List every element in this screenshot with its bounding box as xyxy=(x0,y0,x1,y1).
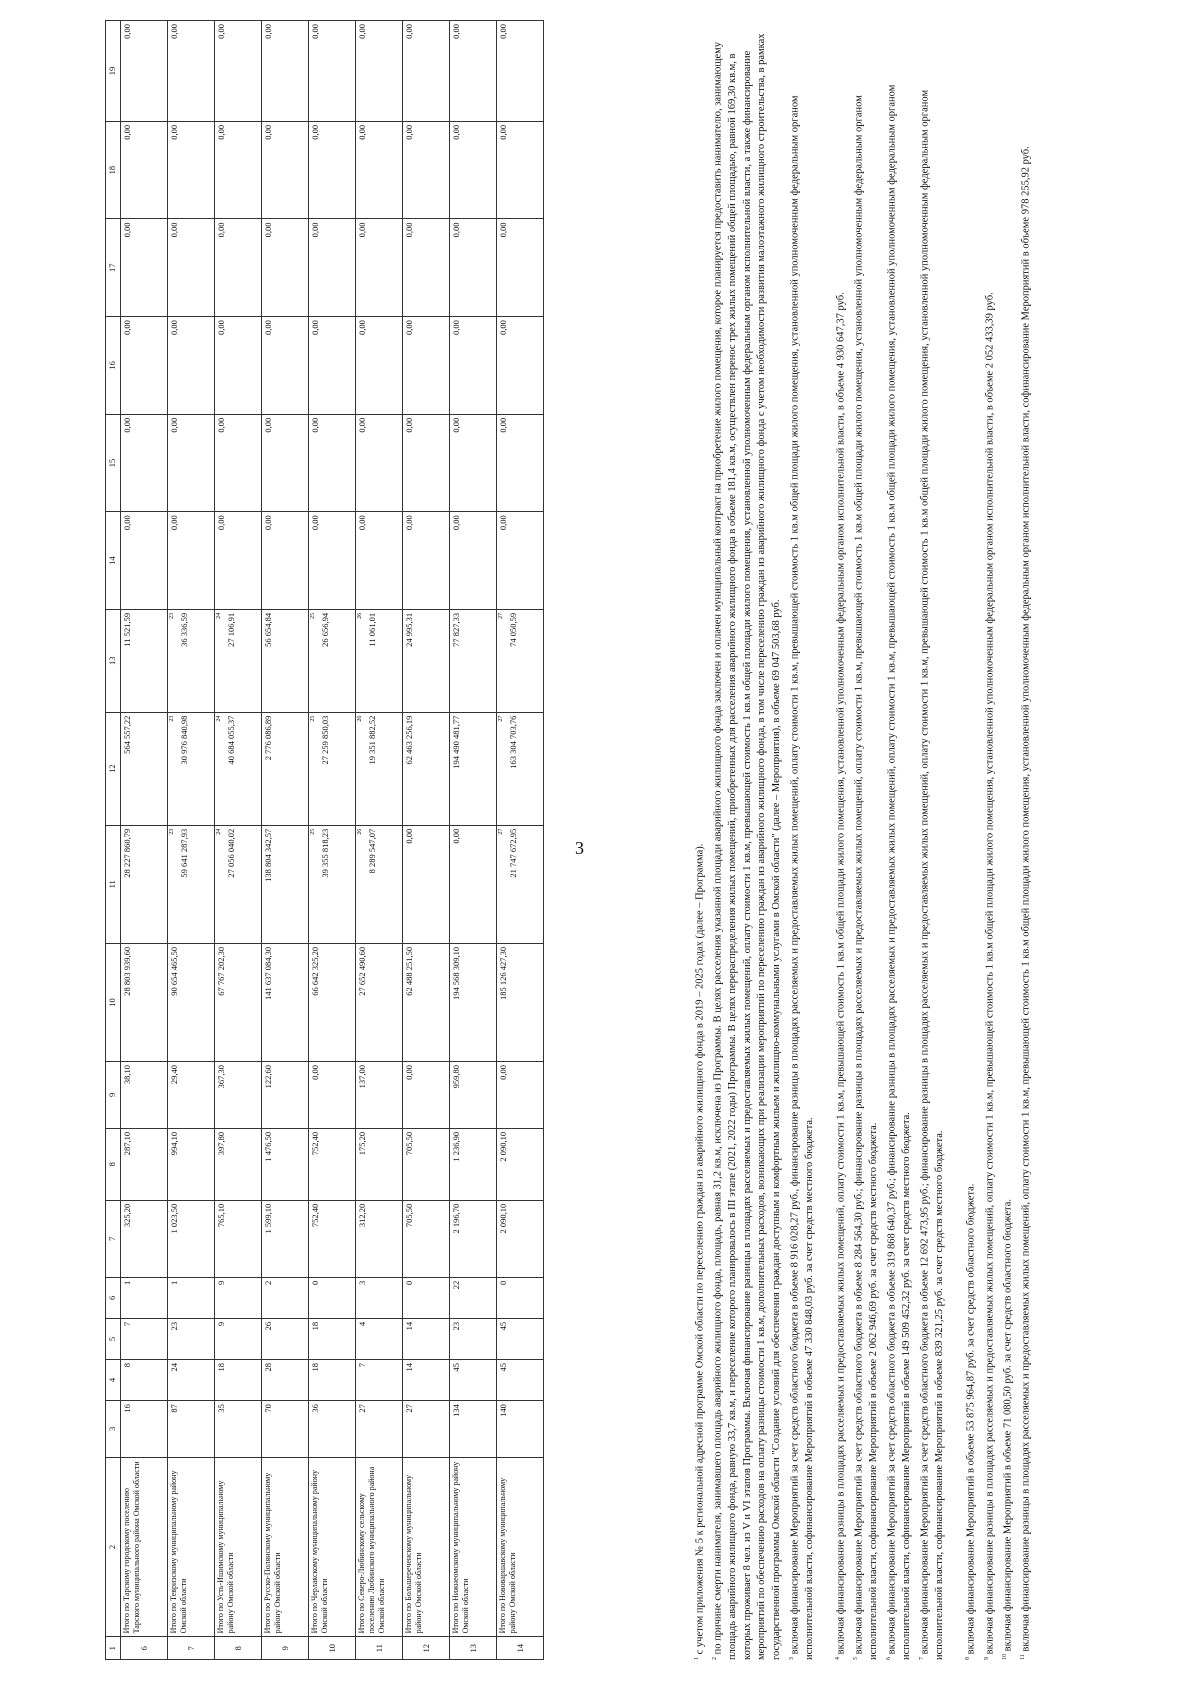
table-row xyxy=(497,21,544,1660)
municipality-name: Итого по Черлакскому муниципальному району Омской области xyxy=(309,1457,356,1637)
cell-c10: 141 637 084,30 xyxy=(262,943,309,1061)
footnote: $^{10}$ включая финансирование Мероприятий в объеме 71 080,50 руб. за счет средств областного бюджета. xyxy=(1001,1198,1014,1660)
cell-c6: 0 xyxy=(497,1277,544,1318)
cell-c10: 62 488 251,50 xyxy=(403,943,450,1061)
row-number: 12 xyxy=(403,1637,450,1660)
cell-c16: 0,00 xyxy=(497,317,544,415)
footnote-mark: 24 xyxy=(216,612,223,619)
cell-c9: 959,80 xyxy=(450,1062,497,1129)
column-header: 3 xyxy=(106,1401,121,1458)
cell-c11: 0,00 xyxy=(403,825,450,943)
column-header: 17 xyxy=(106,219,121,317)
cell-c19: 0,00 xyxy=(450,21,497,122)
cell-c16: 0,00 xyxy=(262,317,309,415)
footnote: $^5$ включая финансирование Мероприятий за счет средств областного бюджета в объеме 8 284 564,30 руб.; финансирование разницы в площадях расселяемых и предоставляемых жилых помещений, оплату стоимости 1 кв.м, превышающей стоимость 1 кв.м общей площади жилого помещения, установленной уполномоченным федеральным органом исполнительной власти, софинансирование Мероприятий в объеме 2 062 946,69 руб. за счет средств местного бюджета. xyxy=(853,95,880,1660)
cell-c7: 1 599,10 xyxy=(262,1200,309,1277)
cell-c11: $^{26}$ 8 289 547,07 xyxy=(356,825,403,943)
footnote: $^1$ с учетом приложения № 5 к региональной адресной программе Омской области по переселению граждан из аварийного жилищного фонда в 2019 – 2025 годах (далее – Программа). xyxy=(694,843,706,1660)
cell-c17: 0,00 xyxy=(262,219,309,317)
page-number: 3 xyxy=(575,838,584,858)
row-number: 14 xyxy=(497,1637,544,1660)
cell-c10: 66 642 325,20 xyxy=(309,943,356,1061)
footnote-mark: 8 xyxy=(965,1657,972,1660)
cell-c6: 0 xyxy=(403,1277,450,1318)
cell-c14: 0,00 xyxy=(403,512,450,610)
footnote-mark: 11 xyxy=(1019,1654,1026,1660)
cell-c3: 70 xyxy=(262,1401,309,1458)
cell-c17: 0,00 xyxy=(497,219,544,317)
cell-c17: 0,00 xyxy=(450,219,497,317)
cell-c14: 0,00 xyxy=(450,512,497,610)
row-number: 11 xyxy=(356,1637,403,1660)
footnote: $^9$ включая финансирование разницы в площадях расселяемых и предоставляемых жилых помещений, оплату стоимости 1 кв.м, превышающей стоимость 1 кв.м общей площади жилого помещения, установленной уполномоченным федеральным органом исполнительной власти, в объеме 2 052 433,39 руб. xyxy=(983,292,995,1660)
row-number: 9 xyxy=(262,1637,309,1660)
cell-c3: 27 xyxy=(356,1401,403,1458)
cell-c9: 0,00 xyxy=(497,1062,544,1129)
cell-c4: 18 xyxy=(215,1359,262,1400)
cell-c12: 194 490 481,77 xyxy=(450,712,497,825)
footnote-mark: 27 xyxy=(498,612,505,619)
cell-c15: 0,00 xyxy=(168,414,215,512)
cell-c15: 0,00 xyxy=(356,414,403,512)
cell-c16: 0,00 xyxy=(215,317,262,415)
cell-c16: 0,00 xyxy=(403,317,450,415)
footnote: $^3$ включая финансирование Мероприятий за счет средств областного бюджета в объеме 8 916 028,27 руб., финансирование разницы в площадях расселяемых и предоставляемых жилых помещений, оплату стоимости 1 кв.м, превышающей стоимость 1 кв.м общей площади жилого помещения, установленной уполномоченным федеральным органом исполнительной власти, софинансирование Мероприятий в объеме 47 330 848,03 руб. за счет средств местного бюджета. xyxy=(788,95,815,1660)
footnote-mark: 3 xyxy=(788,1657,795,1660)
cell-c7: 2 196,70 xyxy=(450,1200,497,1277)
cell-c6: 0 xyxy=(309,1277,356,1318)
row-number: 7 xyxy=(168,1637,215,1660)
footnote: $^2$ по причине смерти нанимателя, занимавшего площадь аварийного жилищного фонда, площадь, равная 31,2 кв.м, исключена из Программы. В целях расселения указанной площади аварийного жилищного фонда заключен и оплачен муниципальный контракт на приобретение жилого помещения, которое планируется предоставить нанимателю, занимающему площадь аварийного жилищного фонда, равную 33,7 кв.м, и переселение которого планировалось в III этапе (2021, 2022 годы) Программы. В целях перераспределения жилых помещений, приобретенных для расселения аварийного жилищного фонда в объеме 181,4 кв.м, осуществлен перенос трех жилых помещений общей площадью, равной 169,30 кв.м, в которых проживает 8 чел. из V и VI этапов Программы. Включая финансирование разницы в площадях расселяемых и предоставляемых жилых помещений, оплату стоимости 1 кв.м, превышающей стоимость 1 кв.м общей площади жилого помещения, установленной уполномоченным федеральным органом исполнительной власти, а также финансирование мероприятий по обеспечению расходов на оплату разницы стоимости 1 кв.м, дополнительных расходов, возникающих при реализации мероприятий по переселению граждан из аварийного жилищного фонда, в том числе переселению граждан из аварийного жилищного фонда с учетом необходимости развития малоэтажного жилищного строительства, в рамках государственной программы Омской области "Создание условий для обеспечения граждан доступным и комфортным жильем и жилищно-коммунальными услугами в Омской области" (далее – Мероприятия), в объеме 69 047 503,68 руб. xyxy=(712,33,782,1660)
column-header: 6 xyxy=(106,1277,121,1318)
table-row xyxy=(309,21,356,1660)
cell-c5: 26 xyxy=(262,1318,309,1359)
cell-c12: $^{25}$ 27 259 850,03 xyxy=(309,712,356,825)
cell-c5: 7 xyxy=(121,1318,168,1359)
cell-c18: 0,00 xyxy=(168,121,215,219)
cell-c13: $^{23}$ 36 336,59 xyxy=(168,609,215,712)
cell-c11: 28 227 860,79 xyxy=(121,825,168,943)
footnote: $^6$ включая финансирование Мероприятий за счет средств областного бюджета в объеме 319 868 640,37 руб.; финансирование разницы в площадях расселяемых и предоставляемых жилых помещений, оплату стоимости 1 кв.м, превышающей стоимость 1 кв.м общей площади жилого помещения, установленной уполномоченным федеральным органом исполнительной власти, софинансирование Мероприятий в объеме 149 509 452,32 руб. за счет средств местного бюджета. xyxy=(886,84,913,1660)
cell-c13: 24 995,31 xyxy=(403,609,450,712)
cell-c19: 0,00 xyxy=(215,21,262,122)
cell-c11: $^{25}$ 39 355 818,23 xyxy=(309,825,356,943)
cell-c12: 62 463 256,19 xyxy=(403,712,450,825)
cell-c9: 0,00 xyxy=(309,1062,356,1129)
cell-c4: 14 xyxy=(403,1359,450,1400)
cell-c18: 0,00 xyxy=(450,121,497,219)
cell-c3: 35 xyxy=(215,1401,262,1458)
cell-c10: 67 767 202,30 xyxy=(215,943,262,1061)
cell-c18: 0,00 xyxy=(121,121,168,219)
footnote-mark: 1 xyxy=(694,1657,700,1660)
cell-c4: 18 xyxy=(309,1359,356,1400)
cell-c11: 138 804 342,57 xyxy=(262,825,309,943)
cell-c14: 0,00 xyxy=(497,512,544,610)
cell-c5: 23 xyxy=(450,1318,497,1359)
column-header: 2 xyxy=(106,1457,121,1637)
cell-c10: 90 654 465,50 xyxy=(168,943,215,1061)
cell-c13: $^{26}$ 11 061,01 xyxy=(356,609,403,712)
cell-c6: 22 xyxy=(450,1277,497,1318)
cell-c15: 0,00 xyxy=(121,414,168,512)
cell-c14: 0,00 xyxy=(262,512,309,610)
cell-c16: 0,00 xyxy=(450,317,497,415)
footnote: $^4$ включая финансирование разницы в площадях расселяемых и предоставляемых жилых помещений, оплату стоимости 1 кв.м, превышающей стоимость 1 кв.м общей площади жилого помещения, установленной уполномоченным федеральным органом исполнительной власти, в объеме 4 930 647,37 руб. xyxy=(835,292,847,1660)
cell-c12: $^{24}$ 40 684 055,37 xyxy=(215,712,262,825)
cell-c15: 0,00 xyxy=(403,414,450,512)
cell-c18: 0,00 xyxy=(356,121,403,219)
cell-c5: 45 xyxy=(497,1318,544,1359)
footnote-mark: 9 xyxy=(983,1657,990,1660)
cell-c13: 11 521,59 xyxy=(121,609,168,712)
footnotes xyxy=(690,20,1034,1660)
cell-c13: 77 827,33 xyxy=(450,609,497,712)
column-header: 8 xyxy=(106,1128,121,1200)
cell-c18: 0,00 xyxy=(403,121,450,219)
footnote-mark: 26 xyxy=(357,715,364,722)
cell-c6: 2 xyxy=(262,1277,309,1318)
cell-c9: 137,00 xyxy=(356,1062,403,1129)
cell-c6: 3 xyxy=(356,1277,403,1318)
cell-c7: 705,50 xyxy=(403,1200,450,1277)
footnote-mark: 23 xyxy=(169,828,176,835)
municipality-name: Итого по Русско-Полянскому муниципальному району Омской области xyxy=(262,1457,309,1637)
cell-c8: 397,80 xyxy=(215,1128,262,1200)
column-header: 7 xyxy=(106,1200,121,1277)
cell-c14: 0,00 xyxy=(168,512,215,610)
cell-c6: 9 xyxy=(215,1277,262,1318)
municipality-name: Итого по Большереченскому муниципальному району Омской области xyxy=(403,1457,450,1637)
cell-c16: 0,00 xyxy=(356,317,403,415)
footnote-mark: 25 xyxy=(310,828,317,835)
column-header: 10 xyxy=(106,943,121,1061)
cell-c7: 2 090,10 xyxy=(497,1200,544,1277)
cell-c9: 29,40 xyxy=(168,1062,215,1129)
column-header: 18 xyxy=(106,121,121,219)
cell-c10: 28 803 939,60 xyxy=(121,943,168,1061)
cell-c15: 0,00 xyxy=(262,414,309,512)
table-row xyxy=(121,21,168,1660)
cell-c5: 23 xyxy=(168,1318,215,1359)
cell-c13: $^{27}$ 74 050,59 xyxy=(497,609,544,712)
column-header: 13 xyxy=(106,609,121,712)
cell-c19: 0,00 xyxy=(168,21,215,122)
footnote-mark: 25 xyxy=(310,612,317,619)
row-number: 13 xyxy=(450,1637,497,1660)
column-header: 12 xyxy=(106,712,121,825)
cell-c13: $^{25}$ 26 656,94 xyxy=(309,609,356,712)
cell-c4: 28 xyxy=(262,1359,309,1400)
table-row xyxy=(450,21,497,1660)
table-row xyxy=(262,21,309,1660)
cell-c18: 0,00 xyxy=(497,121,544,219)
cell-c15: 0,00 xyxy=(450,414,497,512)
cell-c18: 0,00 xyxy=(262,121,309,219)
cell-c11: 0,00 xyxy=(450,825,497,943)
cell-c14: 0,00 xyxy=(356,512,403,610)
cell-c12: 2 776 086,89 xyxy=(262,712,309,825)
cell-c3: 87 xyxy=(168,1401,215,1458)
cell-c14: 0,00 xyxy=(309,512,356,610)
cell-c5: 18 xyxy=(309,1318,356,1359)
cell-c16: 0,00 xyxy=(309,317,356,415)
cell-c11: $^{24}$ 27 056 040,02 xyxy=(215,825,262,943)
cell-c9: 122,60 xyxy=(262,1062,309,1129)
cell-c12: 564 557,22 xyxy=(121,712,168,825)
footnote-mark: 24 xyxy=(216,828,223,835)
footnote-mark: 2 xyxy=(712,1657,719,1660)
cell-c15: 0,00 xyxy=(215,414,262,512)
footnote-mark: 25 xyxy=(310,715,317,722)
cell-c12: $^{23}$ 30 976 840,98 xyxy=(168,712,215,825)
column-header: 14 xyxy=(106,512,121,610)
footnote-mark: 4 xyxy=(835,1657,842,1660)
cell-c13: 56 654,84 xyxy=(262,609,309,712)
cell-c17: 0,00 xyxy=(121,219,168,317)
cell-c3: 140 xyxy=(497,1401,544,1458)
cell-c5: 9 xyxy=(215,1318,262,1359)
cell-c7: 312,20 xyxy=(356,1200,403,1277)
cell-c16: 0,00 xyxy=(121,317,168,415)
cell-c7: 325,20 xyxy=(121,1200,168,1277)
footnote: $^8$ включая финансирование Мероприятий в объеме 53 875 964,87 руб. за счет средств областного бюджета. xyxy=(965,1183,977,1660)
cell-c17: 0,00 xyxy=(168,219,215,317)
cell-c19: 0,00 xyxy=(121,21,168,122)
row-number: 6 xyxy=(121,1637,168,1660)
footnote-mark: 24 xyxy=(216,715,223,722)
footnote-mark: 26 xyxy=(357,612,364,619)
municipality-name: Итого по Усть-Ишимскому муниципальному району Омской области xyxy=(215,1457,262,1637)
cell-c3: 27 xyxy=(403,1401,450,1458)
cell-c8: 175,20 xyxy=(356,1128,403,1200)
cell-c14: 0,00 xyxy=(121,512,168,610)
cell-c8: 994,10 xyxy=(168,1128,215,1200)
header-row xyxy=(106,21,121,1660)
cell-c17: 0,00 xyxy=(356,219,403,317)
cell-c3: 134 xyxy=(450,1401,497,1458)
municipality-name: Итого по Северо-Любинскому сельскому поселению Любинского муниципального района Омской области xyxy=(356,1457,403,1637)
column-header: 4 xyxy=(106,1359,121,1400)
municipality-name: Итого по Тевризскому муниципальному району Омской области xyxy=(168,1457,215,1637)
cell-c8: 2 090,10 xyxy=(497,1128,544,1200)
cell-c17: 0,00 xyxy=(309,219,356,317)
footnote-mark: 23 xyxy=(169,715,176,722)
cell-c3: 16 xyxy=(121,1401,168,1458)
cell-c4: 7 xyxy=(356,1359,403,1400)
cell-c17: 0,00 xyxy=(403,219,450,317)
cell-c10: 185 126 427,30 xyxy=(497,943,544,1061)
cell-c11: $^{23}$ 59 641 287,93 xyxy=(168,825,215,943)
cell-c10: 194 568 309,10 xyxy=(450,943,497,1061)
cell-c16: 0,00 xyxy=(168,317,215,415)
table-row xyxy=(403,21,450,1660)
footnote-mark: 27 xyxy=(498,715,505,722)
cell-c15: 0,00 xyxy=(309,414,356,512)
cell-c6: 1 xyxy=(168,1277,215,1318)
cell-c10: 27 652 490,60 xyxy=(356,943,403,1061)
cell-c7: 765,10 xyxy=(215,1200,262,1277)
row-number: 8 xyxy=(215,1637,262,1660)
cell-c8: 752,40 xyxy=(309,1128,356,1200)
table-row xyxy=(356,21,403,1660)
footnote-mark: 7 xyxy=(918,1657,925,1660)
cell-c18: 0,00 xyxy=(215,121,262,219)
column-header: 15 xyxy=(106,414,121,512)
cell-c15: 0,00 xyxy=(497,414,544,512)
footnote: $^{11}$ включая финансирование разницы в площадях расселяемых и предоставляемых жилых помещений, оплату стоимости 1 кв.м, превышающей стоимость 1 кв.м общей площади жилого помещения, установленной уполномоченным федеральным органом исполнительной власти, софинансирование Мероприятий в объеме 978 255,92 руб. xyxy=(1019,146,1032,1660)
footnote-mark: 26 xyxy=(357,828,364,835)
table-body xyxy=(121,21,544,1660)
cell-c4: 8 xyxy=(121,1359,168,1400)
cell-c13: $^{24}$ 27 106,91 xyxy=(215,609,262,712)
cell-c4: 45 xyxy=(450,1359,497,1400)
municipality-name: Итого по Тарскому городскому поселению Тарского муниципального района Омской области xyxy=(121,1457,168,1637)
column-header: 11 xyxy=(106,825,121,943)
column-header: 5 xyxy=(106,1318,121,1359)
cell-c18: 0,00 xyxy=(309,121,356,219)
footnote: $^7$ включая финансирование Мероприятий за счет средств областного бюджета в объеме 12 692 473,95 руб.; финансирование разницы в площадях расселяемых и предоставляемых жилых помещений, оплату стоимости 1 кв.м, превышающей стоимость 1 кв.м общей площади жилого помещения, установленной уполномоченным федеральным органом исполнительной власти, софинансирование Мероприятий в объеме 839 321,25 руб. за счет средств местного бюджета. xyxy=(918,89,945,1660)
municipality-name: Итого по Нововаршавскому муниципальному району Омской области xyxy=(497,1457,544,1637)
cell-c19: 0,00 xyxy=(497,21,544,122)
column-header: 1 xyxy=(106,1637,121,1660)
cell-c12: $^{26}$ 19 351 882,52 xyxy=(356,712,403,825)
column-header: 16 xyxy=(106,317,121,415)
cell-c8: 1 476,50 xyxy=(262,1128,309,1200)
cell-c19: 0,00 xyxy=(309,21,356,122)
cell-c7: 1 023,50 xyxy=(168,1200,215,1277)
cell-c9: 0,00 xyxy=(403,1062,450,1129)
table-row xyxy=(215,21,262,1660)
table-row xyxy=(168,21,215,1660)
cell-c14: 0,00 xyxy=(215,512,262,610)
cell-c9: 38,10 xyxy=(121,1062,168,1129)
cell-c12: $^{27}$ 163 304 703,76 xyxy=(497,712,544,825)
footnote-mark: 10 xyxy=(1001,1654,1008,1660)
cell-c8: 287,10 xyxy=(121,1128,168,1200)
cell-c4: 24 xyxy=(168,1359,215,1400)
cell-c4: 45 xyxy=(497,1359,544,1400)
cell-c6: 1 xyxy=(121,1277,168,1318)
row-number: 10 xyxy=(309,1637,356,1660)
footnote-mark: 5 xyxy=(853,1657,860,1660)
footnote-mark: 23 xyxy=(169,612,176,619)
cell-c8: 705,50 xyxy=(403,1128,450,1200)
column-header: 9 xyxy=(106,1062,121,1129)
cell-c9: 367,30 xyxy=(215,1062,262,1129)
cell-c5: 14 xyxy=(403,1318,450,1359)
data-table xyxy=(105,20,544,1660)
cell-c3: 36 xyxy=(309,1401,356,1458)
footnote-mark: 6 xyxy=(886,1657,893,1660)
cell-c5: 4 xyxy=(356,1318,403,1359)
cell-c19: 0,00 xyxy=(262,21,309,122)
footnote-mark: 27 xyxy=(498,828,505,835)
cell-c19: 0,00 xyxy=(356,21,403,122)
municipality-name: Итого по Нижнеомскому муниципальному району Омской области xyxy=(450,1457,497,1637)
cell-c17: 0,00 xyxy=(215,219,262,317)
cell-c7: 752,40 xyxy=(309,1200,356,1277)
cell-c19: 0,00 xyxy=(403,21,450,122)
cell-c8: 1 236,90 xyxy=(450,1128,497,1200)
cell-c11: $^{27}$ 21 747 672,95 xyxy=(497,825,544,943)
rotated-page-content xyxy=(40,10,1190,1660)
column-header: 19 xyxy=(106,21,121,122)
